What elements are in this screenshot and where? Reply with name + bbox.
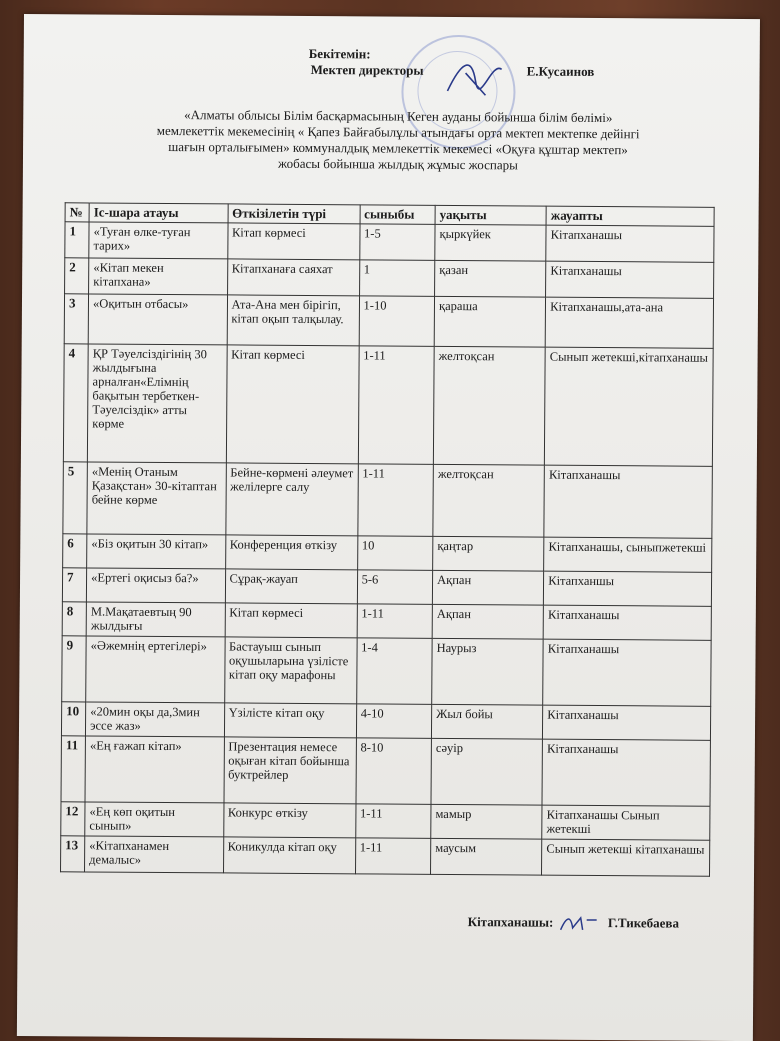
row-number: 2 (65, 258, 89, 294)
row-grade: 8-10 (356, 738, 432, 805)
row-grade: 1-11 (355, 804, 431, 839)
title-line-1: «Алматы облысы Білім басқармасының Кеген ауданы бойынша білім бөлімі» (184, 107, 613, 126)
header-number: № (65, 203, 89, 222)
row-grade: 1-4 (356, 638, 432, 705)
table-row (65, 222, 714, 263)
row-responsible: Кітапханашы (543, 639, 711, 706)
row-number: 11 (61, 736, 86, 802)
row-responsible: Сынып жетекші,кітапханашы (545, 347, 714, 466)
table-row (62, 568, 711, 607)
row-type: Конкурс өткізу (223, 803, 355, 838)
approval-label: Бекітемін: (308, 45, 371, 62)
librarian-label: Кітапханашы: (467, 914, 554, 930)
table-row (63, 344, 713, 467)
row-responsible: Кітапханашы (543, 605, 711, 640)
row-number: 4 (63, 344, 88, 462)
row-number: 12 (61, 802, 85, 836)
row-type: Ата-Ана мен бірігіп, кітап оқып талқылау. (227, 295, 359, 346)
row-time: қыркүйек (435, 224, 546, 261)
row-type: Сұрақ-жауап (225, 569, 357, 604)
row-grade: 1-11 (358, 346, 434, 465)
table-row (61, 736, 710, 807)
row-time: қазан (435, 260, 546, 297)
work-plan-table (60, 202, 715, 877)
row-grade: 10 (357, 536, 433, 571)
row-number: 10 (61, 702, 85, 736)
row-number: 9 (62, 636, 87, 702)
row-time: желтоқсан (433, 464, 545, 537)
approval-block (308, 45, 595, 79)
row-number: 7 (62, 568, 86, 602)
row-type: Үзілісте кітап оқу (224, 703, 356, 738)
table-row (61, 702, 710, 741)
row-type: Презентация немесе оқыған кітап бойынша буктрейлер (223, 737, 356, 804)
table-row (61, 802, 710, 841)
row-time: Ақпан (432, 570, 543, 605)
row-time: маусым (431, 838, 542, 875)
document-page (17, 14, 760, 1041)
row-type: Бастауыш сынып оқушыларына үзілісте кітап оқу марафоны (224, 637, 357, 704)
row-event: «Ең көп оқитын сынып» (85, 802, 224, 837)
row-number: 8 (62, 602, 86, 636)
table-row (61, 836, 710, 877)
row-time: сәуір (431, 738, 543, 805)
row-type: Кітап көрмесі (227, 223, 359, 260)
approval-position: Мектеп директоры (310, 62, 424, 78)
row-grade: 1-11 (357, 464, 433, 537)
row-type: Бейне-көрмені әлеумет желілерге салу (225, 463, 358, 536)
row-grade: 1-11 (357, 604, 433, 639)
row-event: «Әжемнің ертегілері» (86, 636, 225, 703)
row-event: «Кітапханамен демалыс» (85, 836, 224, 873)
row-time: қаңтар (433, 536, 544, 571)
header-grade: сыныбы (360, 205, 436, 225)
row-event: «20мин оқы да,3мин эссе жаз» (86, 702, 225, 737)
row-grade: 1-11 (355, 838, 431, 875)
row-event: «Оқитын отбасы» (88, 294, 227, 345)
row-responsible: Сынып жетекші кітапханашы (542, 839, 710, 876)
row-type: Конференция өткізу (225, 535, 357, 570)
row-event: «Ертегі оқисыз ба?» (87, 568, 226, 603)
table-body (61, 222, 715, 877)
row-type: Кітапханаға саяхат (227, 259, 359, 296)
row-responsible: Кітапханашы (546, 261, 714, 298)
row-type: Кітап көрмесі (226, 345, 359, 464)
row-event: ҚР Тәуелсіздігінің 30 жылдығына арналған«Елімнің бақытын тербеткен-Тәуелсіздік» атты көрме (87, 344, 226, 463)
row-event: «Менің Отаным Қазақстан» 30-кітаптан бейне көрме (87, 462, 226, 535)
table-row (62, 602, 711, 641)
row-time: Жыл бойы (432, 704, 543, 739)
row-number: 1 (65, 222, 89, 258)
row-time: желтоқсан (433, 346, 545, 465)
row-event: «Біз оқитын 30 кітап» (87, 534, 226, 569)
row-event: «Туған өлке-туған тарих» (89, 222, 228, 259)
table-row (62, 636, 711, 707)
row-responsible: Кітапханашы, сыныпжетекші (544, 537, 712, 572)
librarian-signature (557, 914, 601, 934)
row-number: 3 (64, 294, 88, 344)
row-responsible: Кітапханшы (544, 571, 712, 606)
director-signature (441, 51, 511, 101)
row-time: қараша (434, 296, 545, 347)
header-responsible: жауапты (546, 206, 714, 226)
row-event: «Кітап мекен кітапхана» (89, 258, 228, 295)
row-grade: 5-6 (357, 570, 433, 605)
row-time: мамыр (431, 804, 542, 839)
row-responsible: Кітапханашы (542, 739, 710, 806)
table-row (63, 534, 712, 573)
row-grade: 1 (359, 260, 435, 297)
row-number: 5 (63, 462, 88, 534)
director-name: Е.Кусаинов (526, 63, 595, 79)
row-responsible: Кітапханашы (544, 465, 712, 538)
row-type: Коникулда кітап оқу (223, 837, 355, 874)
row-grade: 4-10 (356, 704, 432, 739)
title-line-3: шағын орталығымен» коммуналдық мемлекеттік мекемесі «Оқуға құштар мектеп» (168, 139, 628, 158)
row-time: Ақпан (432, 604, 543, 639)
row-grade: 1-5 (359, 224, 435, 261)
table-row (65, 258, 714, 299)
row-type: Кітап көрмесі (225, 603, 357, 638)
row-event: М.Мақатаевтың 90 жылдығы (86, 602, 225, 637)
header-event: Іс-шара атауы (89, 203, 228, 223)
document-title (103, 107, 693, 175)
header-type: Өткізілетін түрі (228, 204, 360, 224)
row-event: «Ең ғажап кітап» (85, 736, 224, 803)
row-responsible: Кітапханашы (546, 225, 714, 262)
row-number: 6 (63, 534, 87, 568)
librarian-name: Г.Тикебаева (607, 915, 680, 931)
row-number: 13 (61, 836, 85, 872)
row-grade: 1-10 (359, 296, 435, 347)
row-responsible: Кітапханашы Сынып жетекші (542, 805, 710, 840)
row-responsible: Кітапханашы (543, 705, 711, 740)
row-responsible: Кітапханашы,ата-ана (545, 297, 713, 348)
table-row (63, 462, 712, 539)
header-time: уақыты (435, 205, 546, 225)
row-time: Наурыз (432, 638, 544, 705)
librarian-signoff (468, 913, 679, 934)
title-line-4: жобасы бойынша жылдық жұмыс жоспары (277, 155, 518, 173)
table-row (64, 294, 713, 349)
title-line-2: мемлекеттік мекемесінің « Қапез Байғабылұлы атындағы орта мектеп мектепке дейінгі (156, 122, 640, 142)
